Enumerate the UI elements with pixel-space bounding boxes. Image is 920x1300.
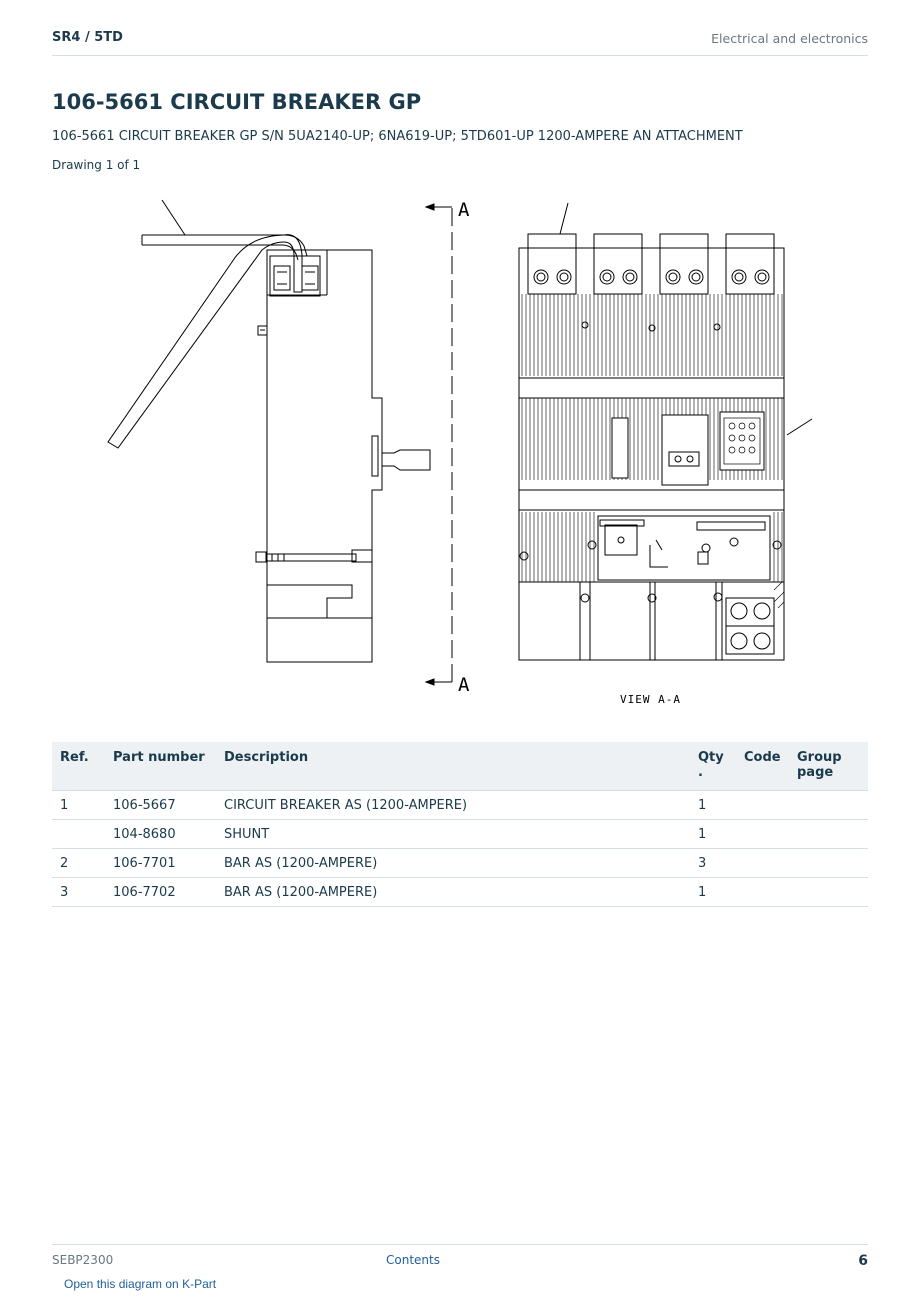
section-line-a-a [426, 204, 452, 685]
header-qty: Qty . [690, 742, 736, 791]
header-code: Code [736, 742, 789, 791]
row-code [736, 820, 789, 849]
model-breadcrumb: SR4 / 5TD [52, 30, 123, 45]
page-subtitle: 106-5661 CIRCUIT BREAKER GP S/N 5UA2140-UP; 6NA619-UP; 5TD601-UP 1200-AMPERE AN ATTACHMENT [52, 129, 743, 144]
drawing-count: Drawing 1 of 1 [52, 158, 141, 172]
row-group-page [789, 878, 868, 907]
page-title: 106-5661 CIRCUIT BREAKER GP [52, 90, 422, 114]
row-code [736, 791, 789, 820]
row-ref [52, 820, 105, 849]
header-ref: Ref. [52, 742, 105, 791]
row-part-number: 106-7701 [105, 849, 216, 878]
row-code [736, 849, 789, 878]
row-part-number: 106-5667 [105, 791, 216, 820]
table-header-row [52, 742, 868, 791]
row-qty: 3 [690, 849, 736, 878]
view-label: VIEW A-A [620, 693, 681, 706]
row-qty: 1 [690, 791, 736, 820]
page-header [52, 28, 868, 56]
row-description: SHUNT [216, 820, 690, 849]
table-row [52, 820, 868, 849]
header-part-number: Part number [105, 742, 216, 791]
contents-link[interactable]: Contents [386, 1253, 440, 1267]
row-code [736, 878, 789, 907]
row-description: CIRCUIT BREAKER AS (1200-AMPERE) [216, 791, 690, 820]
side-view-drawing [108, 200, 430, 662]
table-row [52, 878, 868, 907]
parts-table [52, 742, 868, 907]
section-marker-top: A [458, 199, 470, 221]
row-ref: 2 [52, 849, 105, 878]
row-part-number: 104-8680 [105, 820, 216, 849]
open-in-kpart-link[interactable]: Open this diagram on K-Part [64, 1277, 217, 1291]
row-description: BAR AS (1200-AMPERE) [216, 849, 690, 878]
section-marker-bottom: A [458, 674, 470, 696]
circuit-breaker-diagram [52, 190, 832, 720]
row-ref: 1 [52, 791, 105, 820]
section-name: Electrical and electronics [711, 31, 868, 46]
row-qty: 1 [690, 820, 736, 849]
table-row [52, 791, 868, 820]
row-group-page [789, 791, 868, 820]
row-description: BAR AS (1200-AMPERE) [216, 878, 690, 907]
header-description: Description [216, 742, 690, 791]
document-code: SEBP2300 [52, 1253, 114, 1267]
header-group-page: Group page [789, 742, 868, 791]
table-row [52, 849, 868, 878]
row-qty: 1 [690, 878, 736, 907]
footer-divider [52, 1244, 868, 1245]
view-a-a-drawing [519, 203, 812, 660]
row-group-page [789, 849, 868, 878]
row-group-page [789, 820, 868, 849]
row-part-number: 106-7702 [105, 878, 216, 907]
row-ref: 3 [52, 878, 105, 907]
page-number: 6 [858, 1253, 868, 1269]
